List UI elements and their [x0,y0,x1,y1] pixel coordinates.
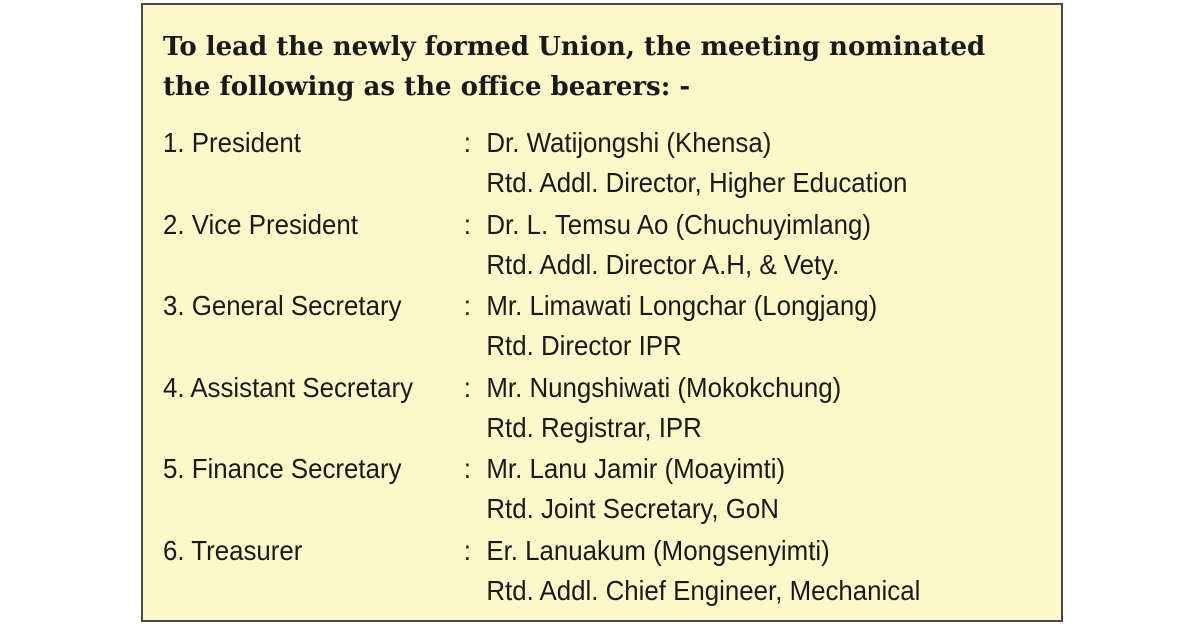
office-bearer-row-president [163,123,1000,205]
bearer-designation: Rtd. Addl. Director A.H, & Vety. [486,248,840,280]
bearer-details [486,368,999,448]
separator-colon: : [463,208,471,240]
bearer-details [486,449,999,529]
notice-heading [163,27,1053,107]
bearer-name: Mr. Limawati Longchar (Longjang) [486,290,878,321]
office-bearers-list [163,123,1000,612]
separator-colon: : [463,127,471,158]
role-label: 5. Finance Secretary [163,453,402,484]
separator-colon: : [463,453,471,484]
office-bearer-row-general-secretary [163,286,1000,368]
bearer-details [486,531,999,611]
heading-line-2: the following as the office bearers: - [163,72,691,102]
role-label: 2. Vice President [163,208,358,240]
separator-colon: : [463,534,471,566]
role-label: 3. General Secretary [163,290,402,321]
heading-line-1: To lead the newly formed Union, the meeting nominated [163,32,986,62]
bearer-designation: Rtd. Addl. Chief Engineer, Mechanical [486,574,921,606]
office-bearers-notice [141,3,1063,622]
bearer-designation: Rtd. Addl. Director, Higher Education [486,167,908,198]
bearer-name: Dr. L. Temsu Ao (Chuchuyimlang) [486,208,871,240]
office-bearer-row-assistant-secretary [163,368,1000,450]
bearer-details [486,123,999,203]
office-bearer-row-finance-secretary [163,449,1000,531]
separator-colon: : [463,371,471,403]
bearer-designation: Rtd. Registrar, IPR [486,411,702,443]
office-bearer-row-treasurer [163,531,1000,613]
role-label: 1. President [163,127,301,158]
bearer-name: Er. Lanuakum (Mongsenyimti) [486,534,830,566]
bearer-details [486,205,999,285]
bearer-designation: Rtd. Joint Secretary, GoN [486,493,779,524]
bearer-details [486,286,999,366]
bearer-designation: Rtd. Director IPR [486,330,682,361]
bearer-name: Dr. Watijongshi (Khensa) [486,127,772,158]
separator-colon: : [463,290,471,321]
role-label: 6. Treasurer [163,534,303,566]
bearer-name: Mr. Lanu Jamir (Moayimti) [486,453,786,484]
office-bearer-row-vice-president [163,205,1000,287]
bearer-name: Mr. Nungshiwati (Mokokchung) [486,371,842,403]
role-label: 4. Assistant Secretary [163,371,413,403]
